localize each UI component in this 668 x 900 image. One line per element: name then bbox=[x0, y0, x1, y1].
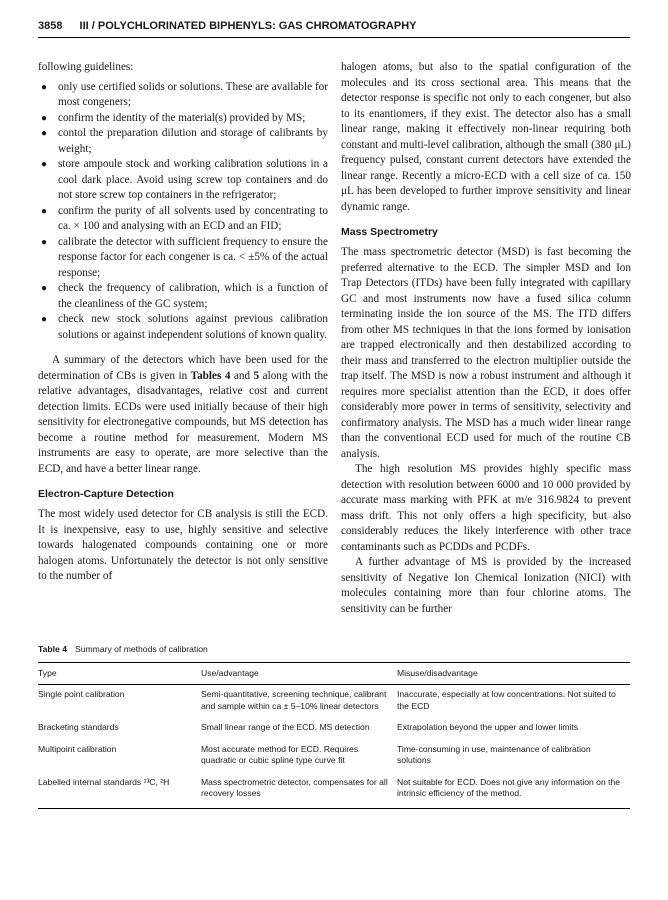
cell-misuse: Not suitable for ECD. Does not give any information on the intrinsic efficiency of the method. bbox=[397, 773, 630, 809]
guideline-item: ● confirm the purity of all solvents used by concentrating to ca. × 100 and analysing with an ECD and an FID; bbox=[38, 204, 328, 235]
table-caption bbox=[38, 644, 630, 656]
cell-use: Semi-quantitative, screening technique, calibrant and sample within ca ± 5–10% linear detectors bbox=[201, 689, 387, 711]
cell-type: Bracketing standards bbox=[38, 722, 119, 732]
calibration-methods-table bbox=[38, 662, 630, 809]
cell-type: Single point calibration bbox=[38, 689, 125, 699]
table-row bbox=[38, 685, 630, 719]
table-4-link[interactable]: Tables 4 bbox=[190, 369, 231, 382]
guidelines-list bbox=[38, 80, 328, 344]
column-header-use: Use/advantage bbox=[201, 662, 397, 685]
cell-use: Most accurate method for ECD. Requires quadratic or cubic spline type curve fit bbox=[201, 743, 359, 765]
detector-summary-paragraph: A summary of the detectors which have been used for the determination of CBs is given in Tables 4 and 5 along with the relative advantages, disadvantages, relative cost and current detection limits. ECDs were used initially because of their high sensitivity for electronegative compounds, but MS detection has become a routine method for measurement. Modern MS instruments are easy to operate, are more selective than the ECD, and have a better linear range. bbox=[38, 354, 329, 475]
running-header bbox=[38, 20, 630, 38]
running-title: III / POLYCHLORINATED BIPHENYLS: GAS CHROMATOGRAPHY bbox=[79, 20, 417, 32]
guideline-item: ● calibrate the detector with sufficient frequency to ensure the response factor for each congener is ca. < ±5% of the actual response; bbox=[38, 235, 328, 282]
table-4 bbox=[38, 644, 630, 809]
ms-paragraph-1: The mass spectrometric detector (MSD) is fast becoming the preferred alternative to the ECD. The simpler MSD and Ion Trap Detectors (ITDs) have been fully integrated with capillary GC and most instruments now have a fused silica column terminating inside the ion source of the MS. The ITD differs from other MS techniques in that the ions formed by ionisation are trapped electronically and then destabilized according to their mass and transferred to the electron multiplier outside the trap itself. The MSD is now a robust instrument and although it requires more specialist attention than the ECD, it does offer considerably more power in terms of sensitivity, selectivity and confirmatory analysis. The MSD has a much wider linear range than the conventional ECD used for much of the routine CB analysis. bbox=[341, 246, 631, 460]
cell-type: Multipoint calibration bbox=[38, 743, 117, 754]
table-caption-text: Summary of methods of calibration bbox=[74, 644, 208, 654]
table-row bbox=[38, 740, 630, 773]
ms-heading: Mass Spectrometry bbox=[341, 226, 438, 238]
table-row bbox=[38, 718, 630, 740]
guideline-item: ● only use certified solids or solutions. These are available for most congeners; bbox=[38, 80, 328, 111]
cell-misuse: Extrapolation beyond the upper and lower limits bbox=[397, 722, 579, 732]
column-header-type: Type bbox=[38, 662, 201, 685]
table-header-row bbox=[38, 662, 630, 685]
table-row bbox=[38, 773, 630, 809]
ms-paragraph-3: A further advantage of MS is provided by the increased sensitivity of Negative Ion Chemical Ionization (NICI) with molecules containing more than four chlorine atoms. The sensitivity can be further bbox=[341, 556, 631, 615]
left-column bbox=[38, 60, 328, 585]
table-5-link[interactable]: 5 bbox=[253, 369, 260, 382]
guideline-item: ● check the frequency of calibration, which is a function of the cleanliness of the GC system; bbox=[38, 281, 328, 312]
cell-misuse: Time-consuming in use, maintenance of calibration solutions bbox=[397, 743, 591, 765]
guideline-item: ● contol the preparation dilution and storage of calibrants by weight; bbox=[38, 126, 328, 157]
cell-misuse: Inaccurate, especially at low concentrations. Not suited to the ECD bbox=[397, 689, 616, 711]
cell-use: Small linear range of the ECD. MS detection bbox=[201, 722, 370, 732]
ecd-paragraph-continued: halogen atoms, but also to the spatial configuration of the molecules and its cross sectional area. This means that the detector response is specific not only to each congener, but also to its enantiomers, if they exist. The detector also has a small linear range, making it effectively non-linear requiring both constant and multi-level calibration, although the small (380 μL) frequency pulsed, constant current detectors have extended the linear range. Recently a micro-ECD with a cell size of ca. 150 μL has been developed to further improve sensitivity and linear dynamic range. bbox=[341, 61, 631, 213]
guideline-item: ● confirm the identity of the material(s) provided by MS; bbox=[38, 111, 328, 127]
guideline-item: ● check new stock solutions against previous calibration solutions or against independent solutions of known quality. bbox=[38, 312, 328, 343]
ecd-heading: Electron-Capture Detection bbox=[38, 488, 174, 500]
column-header-misuse: Misuse/disadvantage bbox=[397, 662, 630, 685]
cell-type: Labelled internal standards ¹³C, ²H bbox=[38, 773, 201, 809]
ms-paragraph-2: The high resolution MS provides highly specific mass detection with resolution between 6000 and 10 000 provided by accurate mass marking with PFK at m/e 316.9824 to prevent mass drift. This not only offers a high specificity, but also considerably reduces the likely interference with other trace contaminants such as PCDDs and PCDFs. bbox=[341, 463, 631, 553]
table-label: Table 4 bbox=[38, 644, 67, 654]
guideline-item: ● store ampoule stock and working calibration solutions in a cool dark place. Avoid using screw top containers and do not store screw top containers in the refrigerator; bbox=[38, 157, 328, 204]
page-number: 3858 bbox=[38, 20, 63, 32]
cell-use: Mass spectrometric detector, compensates for all recovery losses bbox=[201, 773, 397, 809]
ecd-paragraph: The most widely used detector for CB analysis is still the ECD. It is inexpensive, easy to use, highly sensitive and selective towards halogenated compounds containing one or more halogen atoms. Unfortunately the detector is not only sensitive to the number of bbox=[38, 508, 328, 582]
guidelines-intro: following guidelines: bbox=[38, 61, 134, 73]
right-column bbox=[341, 60, 631, 617]
